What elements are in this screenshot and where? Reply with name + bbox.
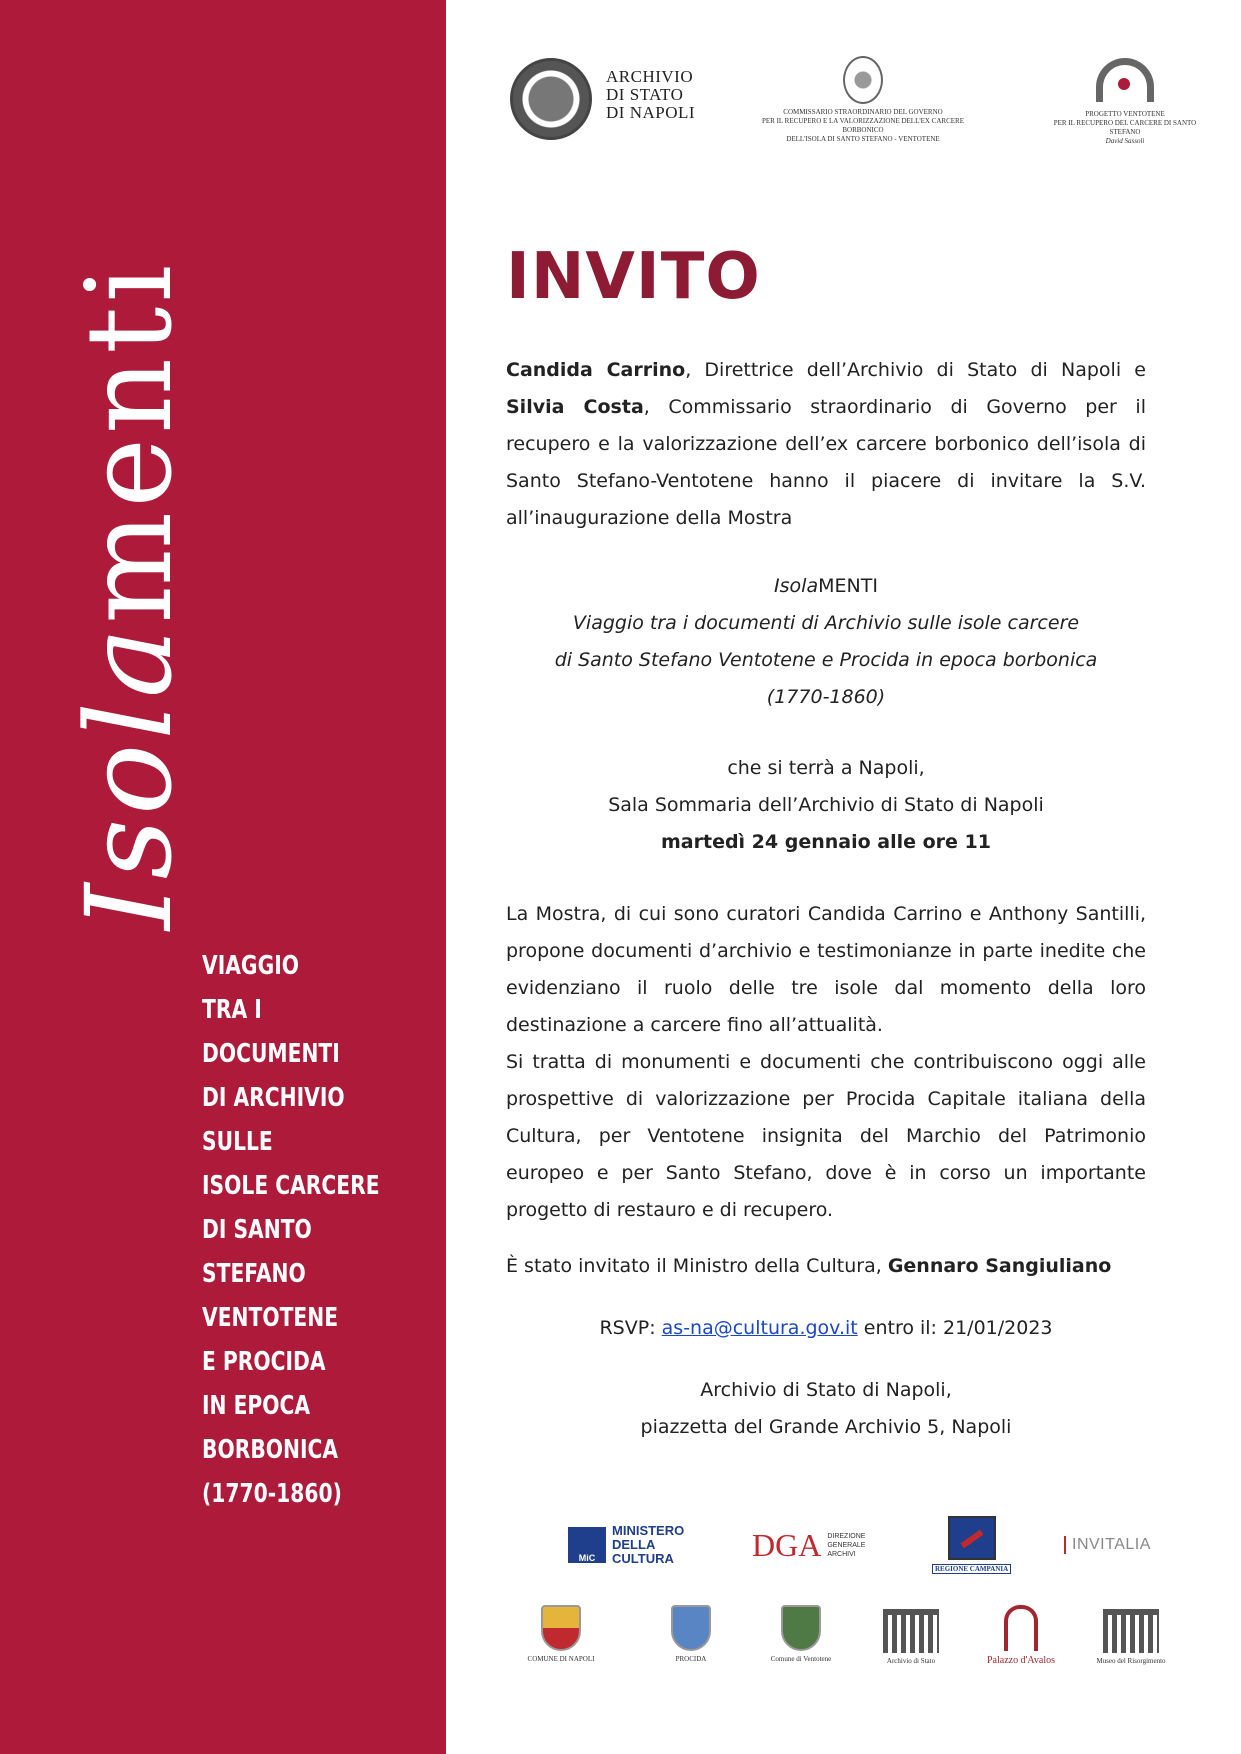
header-logos <box>505 56 1205 146</box>
invitalia-label: INVITALIA <box>1064 1536 1151 1554</box>
regione-campania-logo <box>932 1510 1011 1580</box>
minister-line <box>506 1248 1146 1285</box>
subtitle-line: VIAGGIO <box>202 951 300 981</box>
subtitle-line: DI ARCHIVIO SULLE <box>202 1083 345 1157</box>
exhibit-line: di Santo Stefano Ventotene e Procida in epoca borbonica <box>554 649 1098 671</box>
pv-line: PROGETTO VENTOTENE <box>1085 110 1165 118</box>
address-line: Archivio di Stato di Napoli, <box>700 1379 952 1401</box>
commissario-logo <box>753 56 973 144</box>
archivio-line: DI STATO <box>606 85 684 104</box>
exhibit-name-plain: MENTI <box>818 575 878 597</box>
dga-line: DIREZIONE <box>827 1532 866 1540</box>
rsvp-email-link[interactable]: as-na@cultura.gov.it <box>661 1317 858 1339</box>
subtitle-line: VENTOTENE <box>202 1303 339 1333</box>
subtitle-line: DI SANTO STEFANO <box>202 1215 312 1289</box>
procida-crest-icon <box>671 1605 711 1651</box>
mic-line: MINISTERO <box>612 1523 685 1538</box>
mic-line: CULTURA <box>612 1551 674 1566</box>
subtitle-line: ISOLE CARCERE <box>202 1171 380 1201</box>
red-sidebar <box>0 0 446 1754</box>
italian-emblem-icon <box>843 56 883 104</box>
exhibit-line: (1770-1860) <box>766 686 886 708</box>
rsvp-label: RSVP: <box>599 1317 662 1339</box>
minister-name: Gennaro Sangiuliano <box>887 1255 1112 1277</box>
commissario-line: COMMISSARIO STRAORDINARIO DEL GOVERNO <box>783 108 943 116</box>
rsvp-deadline: entro il: 21/01/2023 <box>857 1317 1053 1339</box>
dga-mark: DGA <box>752 1526 822 1563</box>
intro-text: , Commissario straordinario di Governo per il recupero e la valorizzazione dell’ex carcere borbonico dell’isola di Santo Stefano-Ventotene hanno il piacere di invitare la S.V. all’inaugurazione della Mostra <box>506 396 1146 529</box>
host-name: Candida Carrino <box>506 359 686 381</box>
description-text: Si tratta di monumenti e documenti che contribuiscono oggi alle prospettive di valorizzazione per Procida Capitale italiana della Cultura, per Ventotene insignita del Marchio del Patrimonio europeo e per Santo Stefano, dove è in corso un importante progetto di restauro e di recupero. <box>506 1051 1146 1221</box>
town-label: Palazzo d'Avalos <box>987 1655 1055 1666</box>
page-title: INVITO <box>506 240 761 314</box>
invitalia-logo <box>1064 1510 1151 1580</box>
subtitle-line: (1770-1860) <box>202 1479 342 1509</box>
archivio-name <box>606 68 695 122</box>
ventotene-crest-icon <box>781 1605 821 1651</box>
venue-line: Sala Sommaria dell’Archivio di Stato di Napoli <box>608 794 1044 816</box>
exhibit-line: Viaggio tra i documenti di Archivio sulle isole carcere <box>572 612 1080 634</box>
exhibit-block <box>506 568 1146 716</box>
town-label: PROCIDA <box>675 1655 707 1663</box>
intro-text: , Direttrice dell’Archivio di Stato di Napoli e <box>685 359 1146 381</box>
archivio-logo <box>510 56 710 146</box>
exhibit-name-italic: Isola <box>774 575 819 597</box>
pv-line: David Sassoli <box>1105 137 1145 145</box>
town-label: Comune di Ventotene <box>770 1655 832 1663</box>
pv-line: PER IL RECUPERO DEL CARCERE DI SANTO STEFANO <box>1053 119 1197 136</box>
progetto-ventotene-logo <box>1040 56 1210 146</box>
subtitle-line: IN EPOCA <box>202 1391 311 1421</box>
mic-line: DELLA <box>612 1537 656 1552</box>
archivio-line: ARCHIVIO <box>606 67 694 86</box>
description-text: La Mostra, di cui sono curatori Candida Carrino e Anthony Santilli, propone documenti d’archivio e testimonianze in parte inedite che evidenziano il ruolo delle tre isole dal momento della loro destinazione a carcere fino all’attualità. <box>506 903 1146 1036</box>
campania-shield-icon <box>948 1516 996 1560</box>
partner-logos <box>506 1510 1151 1580</box>
regione-label: REGIONE CAMPANIA <box>932 1564 1011 1574</box>
address-block <box>506 1372 1146 1446</box>
archive-building-logo <box>856 1605 966 1666</box>
town-label: Museo del Risorgimento <box>1096 1657 1166 1665</box>
sidebar-subtitle <box>202 944 392 1516</box>
town-label: COMUNE DI NAPOLI <box>527 1655 595 1663</box>
museum-logo <box>1076 1605 1186 1666</box>
dga-logo <box>752 1510 865 1580</box>
arch-icon <box>1004 1605 1038 1651</box>
building-icon <box>883 1609 939 1653</box>
mic-badge-icon: MiC <box>568 1527 606 1563</box>
brand-italic: Isola <box>60 623 198 930</box>
napoli-crest <box>506 1605 616 1664</box>
napoli-crest-icon <box>541 1605 581 1651</box>
event-date: martedì 24 gennaio alle ore 11 <box>661 831 991 853</box>
museum-icon <box>1103 1609 1159 1653</box>
ventotene-crest <box>746 1605 856 1664</box>
commissario-line: DELL'ISOLA DI SANTO STEFANO - VENTOTENE <box>786 135 940 143</box>
brand-wordmark <box>60 261 198 930</box>
subtitle-line: TRA I DOCUMENTI <box>202 995 340 1069</box>
subtitle-line: E PROCIDA <box>202 1347 326 1377</box>
brand-plain: menti <box>60 260 198 624</box>
exhibit-name <box>506 568 1146 605</box>
dga-line: ARCHIVI <box>827 1550 856 1558</box>
venue-block <box>506 750 1146 861</box>
town-label: Archivio di Stato <box>886 1657 936 1665</box>
rsvp-line <box>506 1310 1146 1347</box>
seal-icon <box>510 58 592 140</box>
host-name: Silvia Costa <box>506 396 644 418</box>
ventotene-mark-icon <box>1090 56 1160 104</box>
procida-crest <box>636 1605 746 1664</box>
dga-line: GENERALE <box>827 1541 866 1549</box>
sponsor-crests <box>506 1605 1206 1685</box>
venue-line: che si terrà a Napoli, <box>727 757 925 779</box>
palazzo-avalos-logo <box>966 1605 1076 1666</box>
commissario-line: PER IL RECUPERO E LA VALORIZZAZIONE DELL'EX CARCERE BORBONICO <box>762 117 964 134</box>
address-line: piazzetta del Grande Archivio 5, Napoli <box>640 1416 1012 1438</box>
subtitle-line: BORBONICA <box>202 1435 339 1465</box>
archivio-line: DI NAPOLI <box>606 103 696 122</box>
intro-paragraph <box>506 352 1146 537</box>
minister-text: È stato invitato il Ministro della Cultura, <box>506 1255 888 1277</box>
description-paragraph <box>506 896 1146 1229</box>
mic-logo <box>568 1510 684 1580</box>
